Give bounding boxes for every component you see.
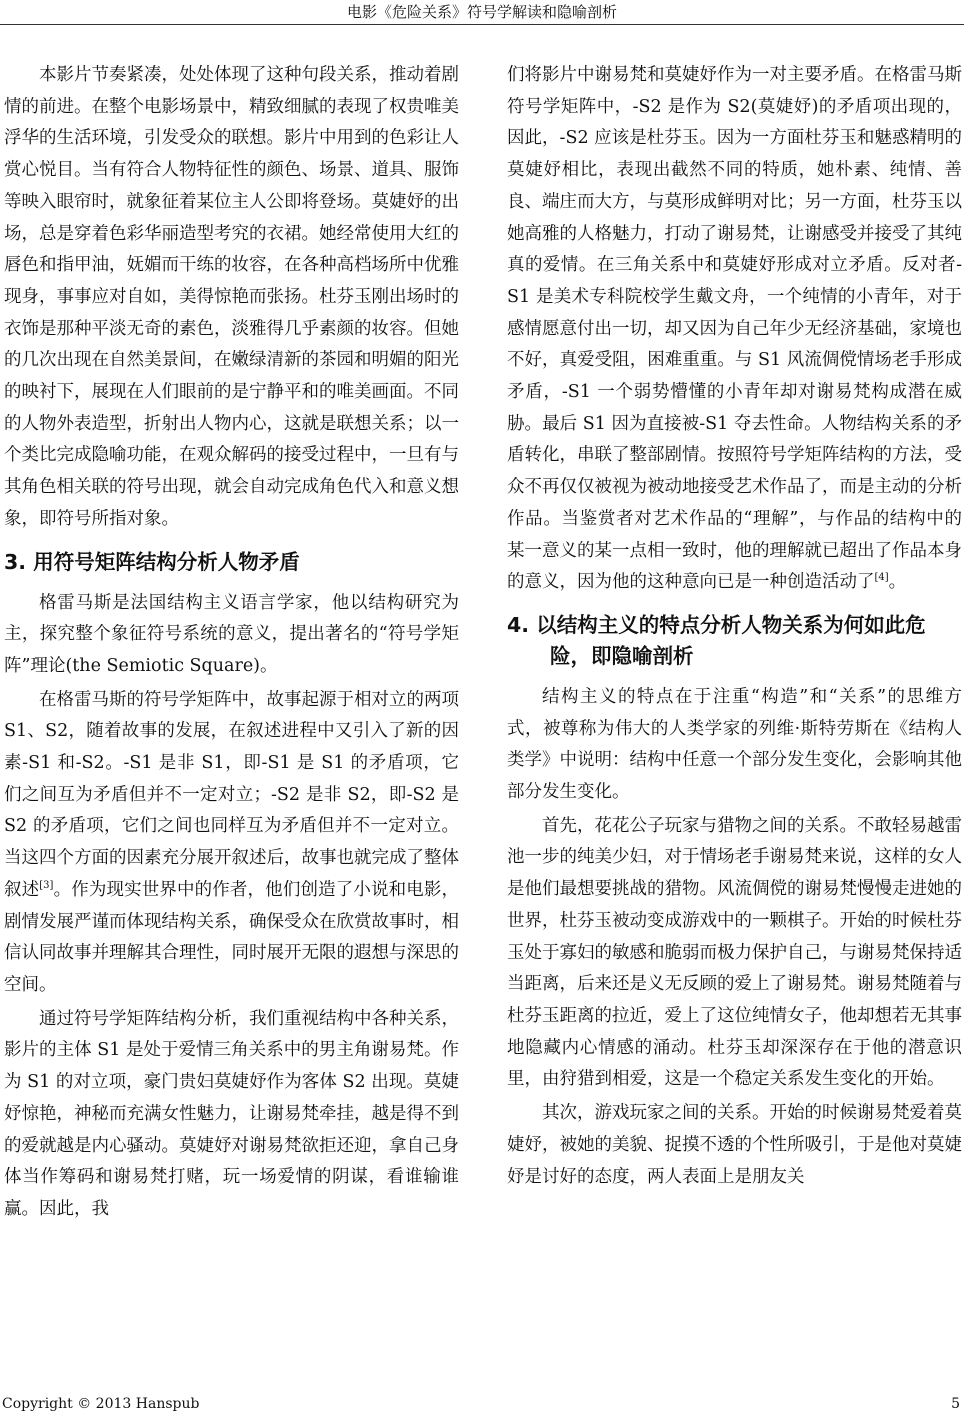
paragraph: 首先，花花公子玩家与猎物之间的关系。不敢轻易越雷池一步的纯美少妇，对于情场老手谢易梵来说，这样的女人是他们最想要挑战的猎物。风流倜傥的谢易梵慢慢走进她的世界，杜芬玉被动变成游戏中的一颗棋子。开始的时候杜芬玉处于寡妇的敏感和脆弱而极力保护自己，与谢易梵保持适当距离，后来还是义无反顾的爱上了谢易梵。谢易梵随着与杜芬玉距离的拉近，爱上了这位纯情女子，他却想若无其事地隐藏内心情感的涌动。杜芬玉却深深存在于他的潜意识里，由狩猎到相爱，这是一个稳定关系发生变化的开始。 (507, 815, 962, 1090)
paragraph (4, 685, 459, 1002)
page-number: 5 (951, 1396, 960, 1412)
paragraph: 通过符号学矩阵结构分析，我们重视结构中各种关系，影片的主体 S1 是处于爱情三角关系中的男主角谢易梵。作为 S1 的对立项，豪门贵妇莫婕妤作为客体 S2 出现。莫婕妤惊艳，神秘而充满女性魅力，让谢易梵牵挂，越是得不到的爱就越是内心骚动。莫婕妤对谢易梵欲拒还迎，拿自己身体当作筹码和谢易梵打赌，玩一场爱情的阴谋，看谁输谁赢。因此，我 (4, 1008, 459, 1219)
paragraph: 结构主义的特点在于注重“构造”和“关系”的思维方式，被尊称为伟大的人类学家的列维·斯特劳斯在《结构人类学》中说明：结构中任意一个部分发生变化，会影响其他部分发生变化。 (507, 686, 962, 803)
paragraph: 其次，游戏玩家之间的关系。开始的时候谢易梵爱着莫婕妤，被她的美貌、捉摸不透的个性所吸引，于是他对莫婕妤是讨好的态度，两人表面上是朋友关 (507, 1103, 962, 1187)
paragraph-text: 。作为现实世界中的作者，他们创造了小说和电影，剧情发展严谨而体现结构关系，确保受众在欣赏故事时，相信认同故事并理解其合理性，同时展开无限的遐想与深思的空间。 (4, 879, 460, 995)
paragraph-text: 在格雷马斯的符号学矩阵中，故事起源于相对立的两项 S1、S2，随着故事的发展，在叙述进程中又引入了新的因素-S1 和-S2。-S1 是非 S1，即-S1 是 S1 的矛盾项，它们之间互为矛盾但并不一定对立；-S2 是非 S2，即-S2 是 S2 的矛盾项，它们之间也同样互为矛盾但并不一定对立。当这四个方面的因素充分展开叙述后，故事也就完成了整体叙述 (4, 689, 459, 900)
section-heading-3: 3. 用符号矩阵结构分析人物矛盾 (4, 549, 300, 574)
citation-ref: [3] (39, 880, 54, 892)
citation-ref: [4] (874, 572, 889, 584)
right-column (507, 60, 962, 1195)
paragraph: 本影片节奏紧凑，处处体现了这种句段关系，推动着剧情的前进。在整个电影场景中，精致细腻的表现了权贵唯美浮华的生活环境，引发受众的联想。影片中用到的色彩让人赏心悦目。当有符合人物特征性的颜色、场景、道具、服饰等映入眼帘时，就象征着某位主人公即将登场。莫婕妤的出场，总是穿着色彩华丽造型考究的衣裙。她经常使用大红的唇色和指甲油，妩媚而干练的妆容，在各种高档场所中优雅现身，事事应对自如，美得惊艳而张扬。杜芬玉刚出场时的衣饰是那种平淡无奇的素色，淡雅得几乎素颜的妆容。但她的几次出现在自然美景间，在嫩绿清新的茶园和明媚的阳光的映衬下，展现在人们眼前的是宁静平和的唯美画面。不同的人物外表造型，折射出人物内心，这就是联想关系；以一个类比完成隐喻功能，在观众解码的接受过程中，一旦有与其角色相关联的符号出现，就会自动完成角色代入和意义想象，即符号所指对象。 (4, 65, 459, 529)
running-header: 电影《危险关系》符号学解读和隐喻剖析 (346, 3, 617, 21)
paragraph: 格雷马斯是法国结构主义语言学家，他以结构研究为主，探究整个象征符号系统的意义，提出著名的“符号学矩阵”理论(the Semiotic Square)。 (4, 592, 459, 676)
paragraph (507, 60, 962, 599)
header-divider (0, 24, 964, 25)
footer-copyright: Copyright © 2013 Hanspub (2, 1396, 200, 1412)
paragraph-text: 们将影片中谢易梵和莫婕妤作为一对主要矛盾。在格雷马斯符号学矩阵中，-S2 是作为 S2(莫婕妤)的矛盾项出现的，因此，-S2 应该是杜芬玉。因为一方面杜芬玉和魅惑精明的莫婕妤相比，表现出截然不同的特质，她朴素、纯情、善良、端庄而大方，与莫形成鲜明对比；另一方面，杜芬玉以她高雅的人格魅力，打动了谢易梵，让谢感受并接受了其纯真的爱情。在三角关系中和莫婕妤形成对立矛盾。反对者-S1 是美术专科院校学生戴文舟，一个纯情的小青年，对于感情愿意付出一切，却又因为自己年少无经济基础，家境也不好，真爱受阻，困难重重。与 S1 风流倜傥情场老手形成矛盾，-S1 一个弱势懵懂的小青年却对谢易梵构成潜在威胁。最后 S1 因为直接被-S1 夺去性命。人物结构关系的矛盾转化，串联了整部剧情。按照符号学矩阵结构的方法，受众不再仅仅被视为被动地接受艺术作品了，而是主动的分析作品。当鉴赏者对艺术作品的“理解”，与作品的结构中的某一意义的某一点相一致时，他的理解就已超出了作品本身的意义，因为他的这种意向已是一种创造活动了 (507, 65, 962, 593)
left-column (4, 60, 459, 1228)
section-heading-4: 4. 以结构主义的特点分析人物关系为何如此危险，即隐喻剖析 (507, 612, 926, 668)
paragraph-text: 。 (888, 572, 907, 593)
